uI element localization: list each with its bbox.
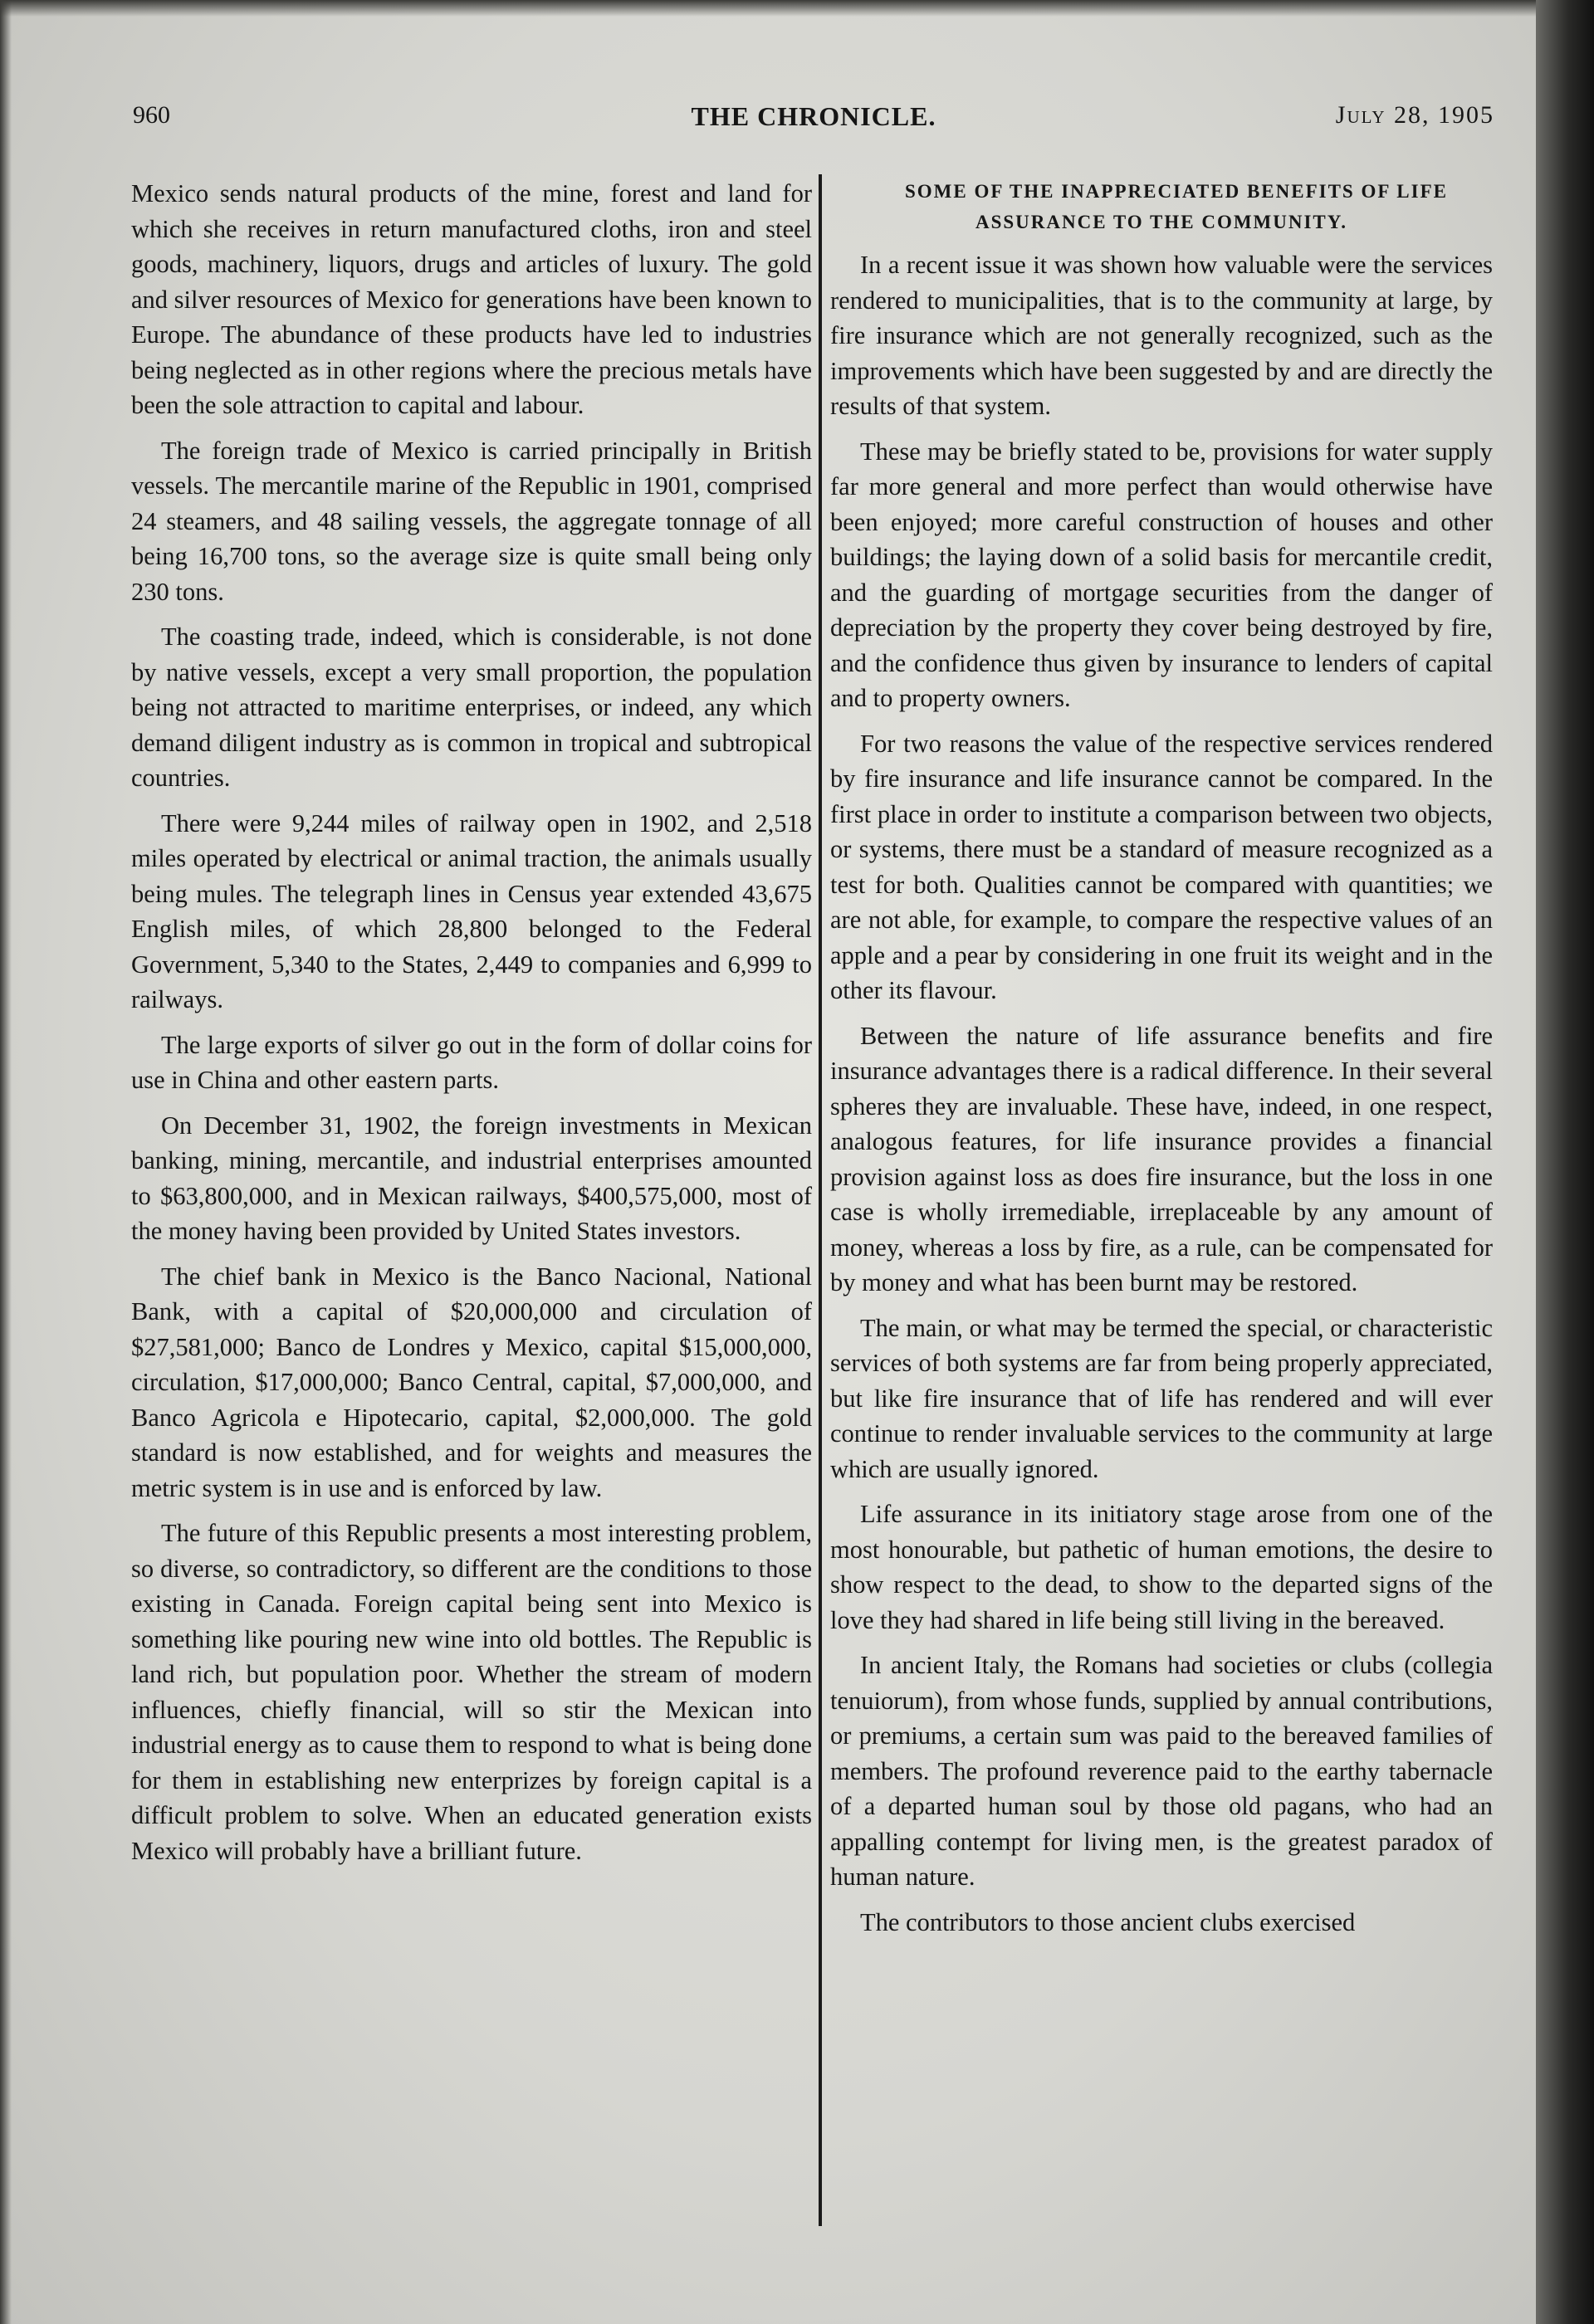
paragraph: The coasting trade, indeed, which is considerable, is not done by native vessels, except a very small proportion, the population being not attracted to maritime enterprises, or indeed, any which demand diligent industry as is common in tropical and subtropical countries. xyxy=(131,622,812,792)
paragraph: The main, or what may be termed the special, or characteristic services of both systems are far from being properly appreciated, but like fire insurance that of life has rendered and will ever continue to render invaluable services to the community at large which are usually ignored. xyxy=(830,1313,1493,1483)
paragraph: In ancient Italy, the Romans had societies or clubs (collegia tenuiorum), from whose funds, supplied by annual contributions, or premiums, a certain sum was paid to the bereaved families of members. The profound reverence paid to the earthy tabernacle of a departed human soul by those old pagans, who had an appalling contempt for living men, is the greatest paradox of human nature. xyxy=(830,1651,1493,1891)
issue-date: July 28, 1905 xyxy=(1335,101,1494,129)
paragraph: Between the nature of life assurance benefits and fire insurance advantages there is a radical difference. In their several spheres they are invaluable. These have, indeed, in one respect, analogous features, for life insurance provides a financial provision against loss as does fire insurance, but the loss in one case is wholly irremediable, irreplaceable by any amount of money, whereas a loss by fire, as a rule, can be compensated for by money and what has been burnt may be restored. xyxy=(830,1021,1493,1296)
paragraph: The future of this Republic presents a most interesting problem, so diverse, so contradictory, so different are the conditions to those existing in Canada. Foreign capital being sent into Mexico is something like pouring new wine into old bottles. The Republic is land rich, but population poor. Whether the stream of modern influences, chiefly financial, will so stir the Mexican into industrial energy as to cause them to respond to what is being done for them in establishing new enterprizes by foreign capital is a difficult problem to solve. When an educated generation exists Mexico will probably have a brilliant future. xyxy=(131,1519,812,1865)
paragraph: In a recent issue it was shown how valuable were the services rendered to municipalities, that is to the community at large, by fire insurance which are not generally recognized, such as the improvements which have been suggested by and are directly the results of that system. xyxy=(830,251,1493,420)
publication-title: THE CHRONICLE. xyxy=(691,101,936,131)
left-column xyxy=(131,176,812,1878)
paragraph: There were 9,244 miles of railway open in 1902, and 2,518 miles operated by electrical or animal traction, the animals usually being mules. The telegraph lines in Census year extended 43,675 English miles, of which 28,800 belonged to the Federal Government, 5,340 to the States, 2,449 to companies and 6,999 to railways. xyxy=(131,808,812,1013)
scan-right-edge xyxy=(1536,0,1594,2324)
paragraph: On December 31, 1902, the foreign investments in Mexican banking, mining, mercantile, and industrial enterprises amounted to $63,800,000, and in Mexican railways, $400,575,000, most of the money having been provided by United States investors. xyxy=(131,1111,812,1245)
article-heading: SOME OF THE INAPPRECIATED BENEFITS OF LIFE ASSURANCE TO THE COMMUNITY. xyxy=(905,181,1448,232)
scan-top-edge xyxy=(0,0,1594,17)
paragraph: The contributors to those ancient clubs exercised xyxy=(860,1907,1356,1936)
page-header xyxy=(133,101,1494,143)
paragraph: The foreign trade of Mexico is carried principally in British vessels. The mercantile marine of the Republic in 1901, comprised 24 steamers, and 48 sailing vessels, the aggregate tonnage of all being 16,700 tons, so the average size is quite small being only 230 tons. xyxy=(131,436,812,606)
paragraph: Life assurance in its initiatory stage arose from one of the most honourable, but pathetic of human emotions, the desire to show respect to the dead, to show to the departed signs of the love they had shared in life being still living in the bereaved. xyxy=(830,1500,1493,1634)
paragraph: Mexico sends natural products of the mine, forest and land for which she receives in return manufactured cloths, iron and steel goods, machinery, liquors, drugs and articles of luxury. The gold and silver resources of Mexico for generations have been known to Europe. The abundance of these products have led to industries being neglected as in other regions where the precious metals have been the sole attraction to capital and labour. xyxy=(131,179,812,419)
page-number: 960 xyxy=(133,101,170,129)
paragraph: For two reasons the value of the respective services rendered by fire insurance and life insurance cannot be compared. In the first place in order to institute a comparison between two objects, or systems, there must be a standard of measure recognized as a test for both. Qualities cannot be compared with quantities; we are not able, for example, to compare the respective values of an apple and a pear by considering in one fruit its weight and in the other its flavour. xyxy=(830,729,1493,1004)
scan-left-edge xyxy=(0,0,12,2324)
paragraph: The chief bank in Mexico is the Banco Nacional, National Bank, with a capital of $20,000,000 and circulation of $27,581,000; Banco de Londres y Mexico, capital $15,000,000, circulation, $17,000,000; Banco Central, capital, $7,000,000, and Banco Agricola e Hipotecario, capital, $2,000,000. The gold standard is now established, and for weights and measures the metric system is in use and is enforced by law. xyxy=(131,1262,812,1502)
paragraph: The large exports of silver go out in the form of dollar coins for use in China and other eastern parts. xyxy=(131,1030,812,1094)
column-divider xyxy=(819,174,822,2226)
paragraph: These may be briefly stated to be, provisions for water supply far more general and more perfect than would otherwise have been enjoyed; more careful construction of houses and other buildings; the laying down of a solid basis for mercantile credit, and the guarding of mortgage securities from the danger of depreciation by the property they cover being destroyed by fire, and the confidence thus given by insurance to lenders of capital and to property owners. xyxy=(830,437,1493,712)
right-column xyxy=(830,176,1493,1950)
